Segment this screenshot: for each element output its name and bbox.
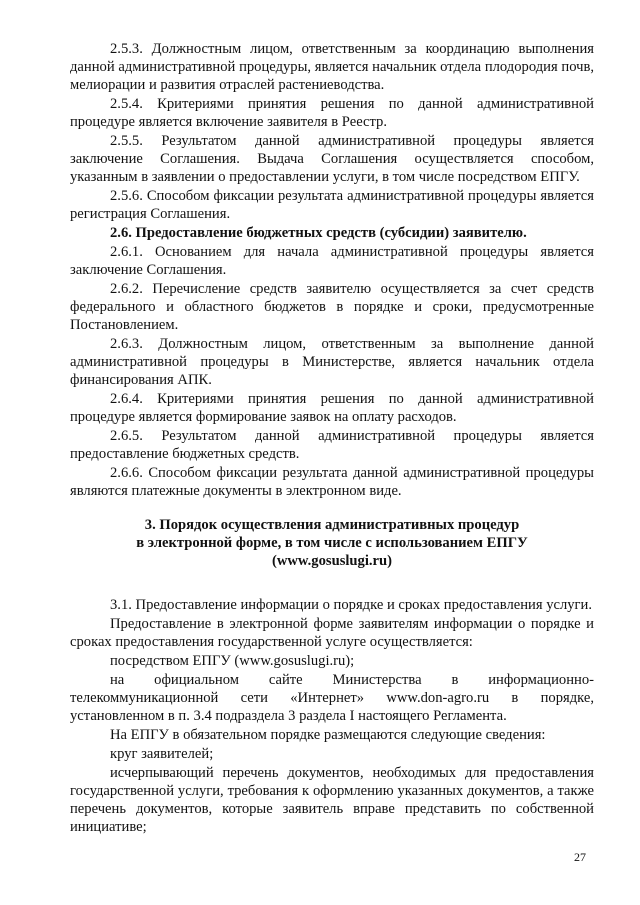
section-3-heading-line3: (www.gosuslugi.ru): [271, 553, 392, 569]
section-3-heading-line1: 3. Порядок осуществления административных процедур: [144, 517, 520, 533]
paragraph-2-5-5: 2.5.5. Результатом данной административной процедуры является заключение Соглашения. Выдача Соглашения осуществляется способом, указанным в заявлении о предоставлении услуги, в том числе посредством ЕПГУ.: [70, 133, 594, 185]
section-3-heading-line2: в электронной форме, в том числе с использованием ЕПГУ: [136, 535, 528, 551]
section-3-heading: [70, 516, 594, 570]
paragraph-epgu-info: На ЕПГУ в обязательном порядке размещаются следующие сведения:: [110, 727, 546, 743]
paragraph-2-5-6: 2.5.6. Способом фиксации результата административной процедуры является регистрация Соглашения.: [70, 188, 594, 222]
paragraph-info-intro: Предоставление в электронной форме заявителям информации о порядке и сроках предоставления государственной услуге осуществляется:: [70, 616, 594, 650]
paragraph-2-5-4: 2.5.4. Критериями принятия решения по данной административной процедуре является включение заявителя в Реестр.: [70, 96, 594, 130]
paragraph-2-5-3: 2.5.3. Должностным лицом, ответственным за координацию выполнения данной административной процедуры, является начальник отдела плодородия почв, мелиорации и развития отраслей растениеводства.: [70, 41, 594, 93]
paragraph-3-1: 3.1. Предоставление информации о порядке и сроках предоставления услуги.: [110, 597, 592, 613]
paragraph-2-6-2: 2.6.2. Перечисление средств заявителю осуществляется за счет средств федерального и областного бюджетов в порядке и сроки, предусмотренные Постановлением.: [70, 281, 594, 333]
page-content: [70, 40, 594, 837]
page-number: 27: [574, 850, 586, 864]
list-item-epgu: посредством ЕПГУ (www.gosuslugi.ru);: [110, 653, 355, 669]
list-item-documents: исчерпывающий перечень документов, необходимых для предоставления государственной услуги, требования к оформлению указанных документов, а также перечень документов, которые заявитель вправе представить по собственной инициативе;: [70, 765, 594, 835]
section-2-6-title: 2.6. Предоставление бюджетных средств (субсидии) заявителю.: [110, 225, 527, 241]
paragraph-2-6-6: 2.6.6. Способом фиксации результата данной административной процедуры являются платежные документы в электронном виде.: [70, 465, 594, 499]
paragraph-2-6-1: 2.6.1. Основанием для начала административной процедуры является заключение Соглашения.: [70, 244, 594, 278]
list-item-applicants: круг заявителей;: [110, 746, 214, 762]
paragraph-2-6-5: 2.6.5. Результатом данной административной процедуры является предоставление бюджетных средств.: [70, 428, 594, 462]
list-item-ministry-site: на официальном сайте Министерства в информационно-телекоммуникационной сети «Интернет» www.don-agro.ru в порядке, установленном в п. 3.4 подраздела 3 раздела I настоящего Регламента.: [70, 672, 594, 724]
paragraph-2-6-3: 2.6.3. Должностным лицом, ответственным за выполнение данной административной процедуры в Министерстве, является начальник отдела финансирования АПК.: [70, 336, 594, 388]
paragraph-2-6-4: 2.6.4. Критериями принятия решения по данной административной процедуре является формирование заявок на оплату расходов.: [70, 391, 594, 425]
